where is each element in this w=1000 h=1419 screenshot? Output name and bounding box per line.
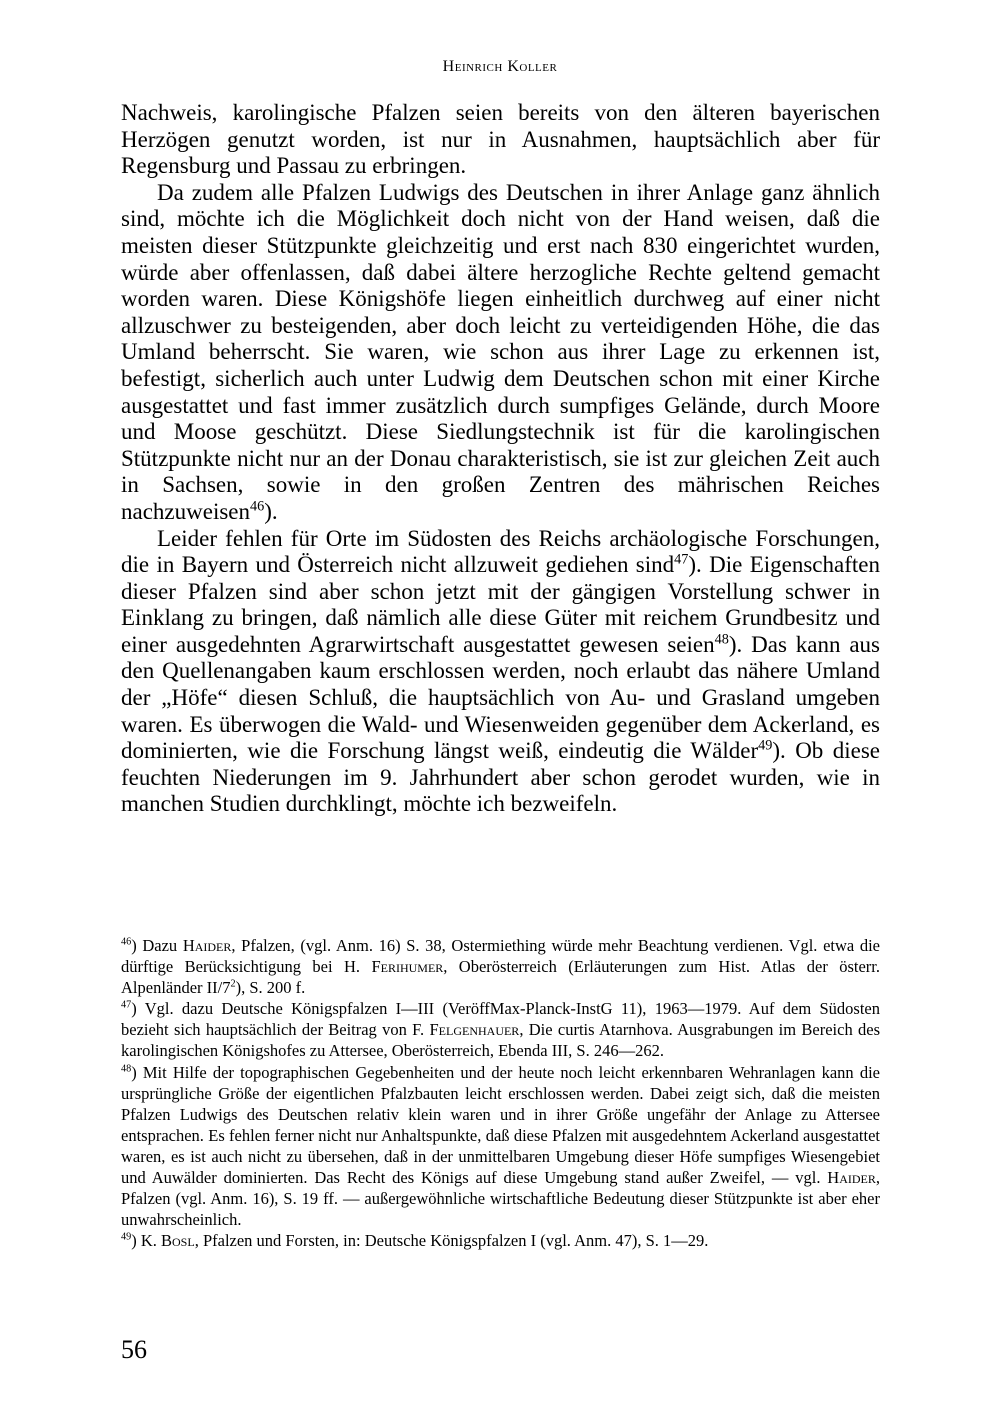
footnote-47	[121, 998, 880, 1061]
footnote-ref-48: 48	[714, 631, 729, 648]
edition-superscript: 2	[230, 978, 236, 990]
paragraph-1	[121, 100, 880, 180]
footnote-ref-49: 49	[758, 737, 773, 754]
footnote-text: ) Dazu	[131, 936, 183, 955]
footnote-text: ) K.	[131, 1231, 162, 1251]
paragraph-2-end: ).	[264, 498, 278, 524]
footnote-number: 48	[121, 1063, 132, 1075]
author-name: Ferihumer	[371, 957, 444, 977]
paragraph-3-text-c: ). Das kann aus den Quellenangaben kaum erschlossen werden, noch erlaubt das nähere Umland der „Höfe“ diesen Schluß, die hauptsächlich von Au- und Grasland umgeben waren. Es überwogen die Wald- und Wiesenweiden gegenüber dem Ackerland, es dominierten, wie die Forschung längst weiß, eindeutig die Wälder	[121, 631, 881, 764]
page-number: 56	[121, 1335, 147, 1364]
paragraph-1-text: Nachweis, karolingische Pfalzen seien bereits von den älteren bayerischen Herzögen genutzt worden, ist nur in Ausnahmen, hauptsächlich aber für Regensburg und Passau zu erbringen.	[121, 100, 880, 179]
footnote-49	[121, 1230, 880, 1251]
footnote-number: 49	[121, 1231, 132, 1243]
footnote-text: , Die curtis Atarnhova. Ausgrabungen im Bereich des karolingischen Königshofes zu Attersee, Oberösterreich, Ebenda III, S. 246—262.	[121, 1020, 880, 1061]
footnote-text: ) Vgl. dazu Deutsche Königspfalzen I—III (VeröffMax-Planck-InstG 11), 1963—1979. Auf dem Südosten bezieht sich hauptsächlich der Beitrag von F.	[121, 999, 880, 1040]
footnote-ref-47: 47	[674, 551, 689, 568]
footnote-text: ) Mit Hilfe der topographischen Gegebenheiten und der heute noch leicht erkennbaren Wehranlagen kann die ursprüngliche Größe der eigentlichen Pfalzbauten leicht erschlossen werden. Dabei zeigt sich, daß die meisten Pfalzen Ludwigs des Deutschen relativ klein waren und in ihrer Größe ungefähr der Anlage zu Attersee entsprachen. Es fehlen ferner nicht nur Anhaltspunkte, daß diese Pfalzen mit ausgedehntem Ackerland ausgestattet waren, es ist auch nicht zu übersehen, daß in der unmittelbaren Umgebung dieser Höfe sumpfiges Wiesengebiet und Auwälder dominierten. Das Recht des Königs auf diese Umgebung stand außer Zweifel, — vgl.	[121, 1062, 880, 1188]
footnote-number: 47	[121, 999, 132, 1011]
footnote-text: , Oberösterreich (Erläuterungen zum Hist. Atlas der österr. Alpenländer II/7	[121, 957, 881, 998]
footnote-48	[121, 1062, 880, 1231]
footnote-46	[121, 935, 880, 998]
footnote-text: , Pfalzen und Forsten, in: Deutsche Königspfalzen I (vgl. Anm. 47), S. 1—29.	[194, 1231, 709, 1251]
paragraph-3	[121, 526, 880, 819]
footnote-ref-46: 46	[250, 498, 265, 515]
paragraph-2-text: Da zudem alle Pfalzen Ludwigs des Deutschen in ihrer Anlage ganz ähnlich sind, möchte ich die Möglichkeit doch nicht von der Hand weisen, daß die meisten dieser Stützpunkte gleichzeitig und erst nach 830 eingerichtet wurden, würde aber offenlassen, daß dabei ältere herzogliche Rechte geltend gemacht worden waren. Diese Königshöfe liegen einheitlich durchweg auf einer nicht allzuschwer zu besteigenden, aber doch leicht zu verteidigenden Höhe, die das Umland beherrscht. Sie waren, wie schon aus ihrer Lage zu erkennen ist, befestigt, sicherlich auch unter Ludwig dem Deutschen schon mit einer Kirche ausgestattet und fast immer zusätzlich durch sumpfiges Gelände, durch Moore und Moose geschützt. Diese Siedlungstechnik ist für die karolingischen Stützpunkte nicht nur an der Donau charakteristisch, sie ist zur gleichen Zeit auch in Sachsen, sowie in den großen Zentren des mährischen Reiches nachzuweisen	[121, 179, 880, 524]
paragraph-2	[121, 180, 880, 526]
footnote-text: , Pfalzen (vgl. Anm. 16), S. 19 ff. — außergewöhnliche wirtschaftliche Bedeutung dieser Stützpunkte ist aber eher unwahrscheinlich.	[121, 1168, 880, 1230]
author-name: Bosl	[161, 1231, 195, 1251]
main-text	[121, 100, 880, 818]
paragraph-3-text-b: ). Die Eigenschaften dieser Pfalzen sind aber schon jetzt mit der gängigen Vorstellung schwer in Einklang zu bringen, daß nämlich alle diese Güter mit reichem Grundbesitz und einer ausgedehnten Agrarwirtschaft ausgestattet gewesen seien	[121, 552, 880, 657]
author-name: Felgenhauer	[429, 1020, 520, 1040]
running-head: Heinrich Koller	[442, 58, 558, 75]
footnote-text: , Pfalzen, (vgl. Anm. 16) S. 38, Ostermiething würde mehr Beachtung verdienen. Vgl. etwa die dürftige Berücksichtigung bei H.	[121, 936, 881, 977]
paragraph-3-text-d: ). Ob diese feuchten Niederungen im 9. Jahrhundert aber schon gerodet wurden, wie in manchen Studien durchklingt, möchte ich bezweifeln.	[121, 738, 880, 817]
footnotes	[121, 935, 880, 1251]
paragraph-3-text-a: Leider fehlen für Orte im Südosten des Reichs archäologische Forschungen, die in Bayern und Österreich nicht allzuweit gediehen sind	[121, 525, 880, 578]
author-name: Haider	[182, 936, 232, 955]
author-name: Haider	[827, 1168, 876, 1188]
footnote-text: ), S. 200 f.	[235, 978, 306, 998]
footnote-number: 46	[121, 936, 132, 948]
